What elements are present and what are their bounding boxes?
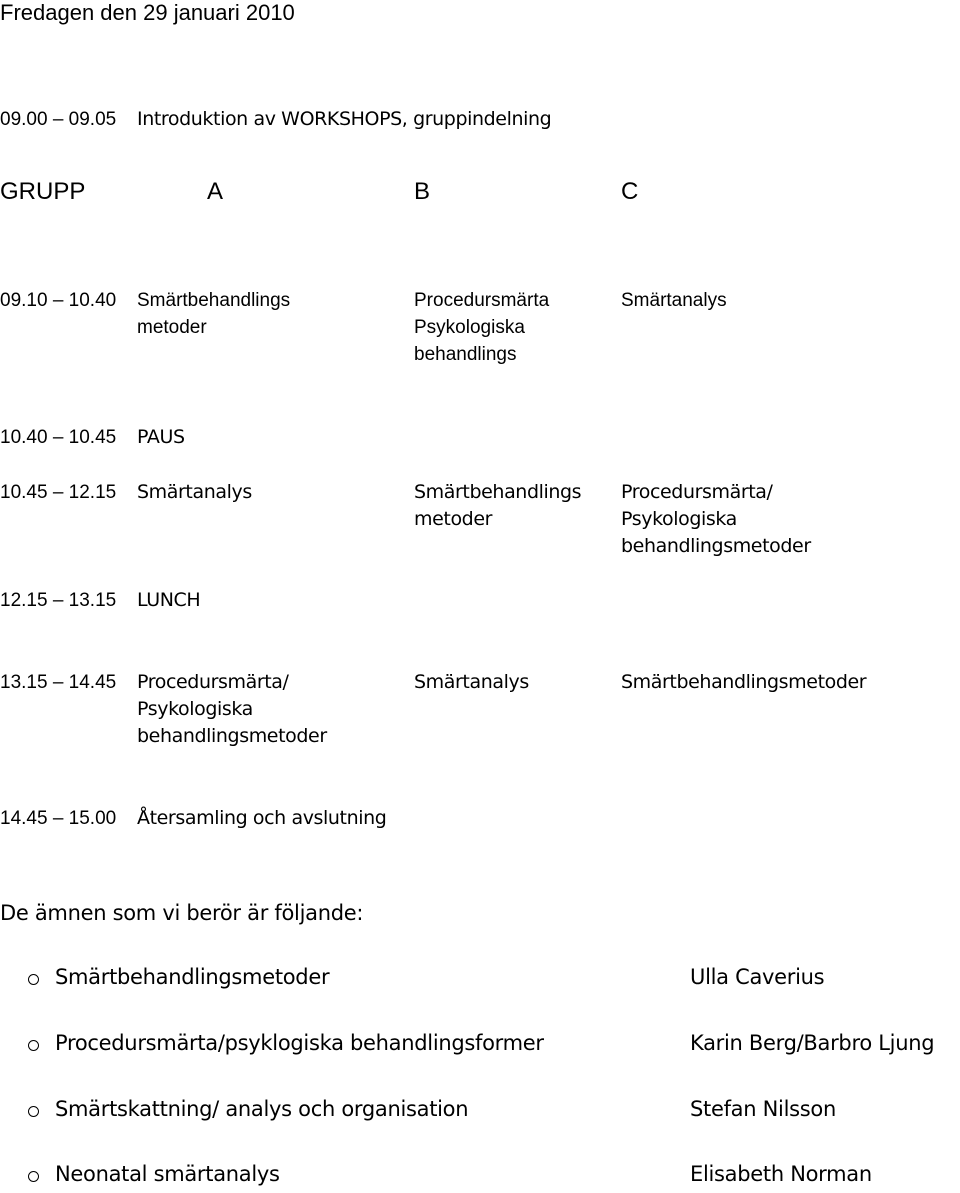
session-line: Psykologiska bbox=[621, 508, 737, 530]
session-group-b bbox=[414, 287, 549, 368]
group-b-header: B bbox=[414, 178, 431, 205]
session-line: metoder bbox=[414, 508, 493, 530]
pause-label: PAUS bbox=[137, 426, 185, 448]
session-group-b bbox=[414, 669, 529, 696]
session-line: behandlings bbox=[414, 344, 517, 365]
topic-item: Neonatal smärtanalys bbox=[55, 1162, 280, 1186]
group-a-header: A bbox=[207, 178, 224, 205]
bullet-icon bbox=[28, 1106, 39, 1117]
session-group-a bbox=[137, 669, 327, 750]
session-time: 10.45 – 12.15 bbox=[0, 482, 117, 503]
session-group-c bbox=[621, 479, 811, 560]
group-c-header: C bbox=[621, 178, 639, 205]
session-group-c bbox=[621, 669, 866, 696]
session-line: Procedursmärta/ bbox=[137, 671, 289, 693]
topic-item: Smärtbehandlingsmetoder bbox=[55, 965, 330, 989]
session-group-a bbox=[137, 479, 252, 506]
session-line: Procedursmärta/ bbox=[621, 481, 773, 503]
session-time: 14.45 – 15.00 bbox=[0, 808, 117, 829]
session-time: 09.10 – 10.40 bbox=[0, 290, 117, 311]
session-line: behandlingsmetoder bbox=[621, 535, 811, 557]
session-time: 12.15 – 13.15 bbox=[0, 590, 117, 611]
page-title: Fredagen den 29 januari 2010 bbox=[0, 0, 295, 25]
lunch-label: LUNCH bbox=[137, 589, 201, 611]
session-line: Smärtbehandlings bbox=[414, 481, 582, 503]
session-line: Procedursmärta bbox=[414, 290, 550, 311]
session-time: 13.15 – 14.45 bbox=[0, 672, 117, 693]
session-group-c bbox=[621, 287, 727, 314]
bullet-icon bbox=[28, 1040, 39, 1051]
session-group-a bbox=[137, 287, 290, 341]
bullet-icon bbox=[28, 974, 39, 985]
session-line: Smärtbehandlings bbox=[137, 290, 291, 311]
group-label: GRUPP bbox=[0, 178, 86, 205]
session-line: Smärtanalys bbox=[414, 671, 529, 693]
closing-label: Återsamling och avslutning bbox=[137, 807, 387, 829]
topic-item: Smärtskattning/ analys och organisation bbox=[55, 1097, 469, 1121]
session-time: 10.40 – 10.45 bbox=[0, 427, 117, 448]
intro-time: 09.00 – 09.05 bbox=[0, 109, 117, 130]
session-line: Smärtanalys bbox=[621, 290, 727, 311]
bullet-icon bbox=[28, 1171, 39, 1182]
session-line: metoder bbox=[137, 317, 207, 338]
intro-text: Introduktion av WORKSHOPS, gruppindelning bbox=[137, 108, 552, 130]
session-line: Psykologiska bbox=[137, 698, 253, 720]
topic-item: Procedursmärta/psyklogiska behandlingsformer bbox=[55, 1031, 544, 1055]
session-line: Smärtbehandlingsmetoder bbox=[621, 671, 867, 693]
session-line: behandlingsmetoder bbox=[137, 725, 327, 747]
topic-person: Karin Berg/Barbro Ljung bbox=[690, 1031, 935, 1055]
topic-person: Ulla Caverius bbox=[690, 965, 825, 989]
session-group-b bbox=[414, 479, 581, 533]
session-line: Smärtanalys bbox=[137, 481, 252, 503]
topic-person: Stefan Nilsson bbox=[690, 1097, 836, 1121]
topics-heading: De ämnen som vi berör är följande: bbox=[0, 901, 364, 925]
topic-person: Elisabeth Norman bbox=[690, 1162, 872, 1186]
session-line: Psykologiska bbox=[414, 317, 525, 338]
